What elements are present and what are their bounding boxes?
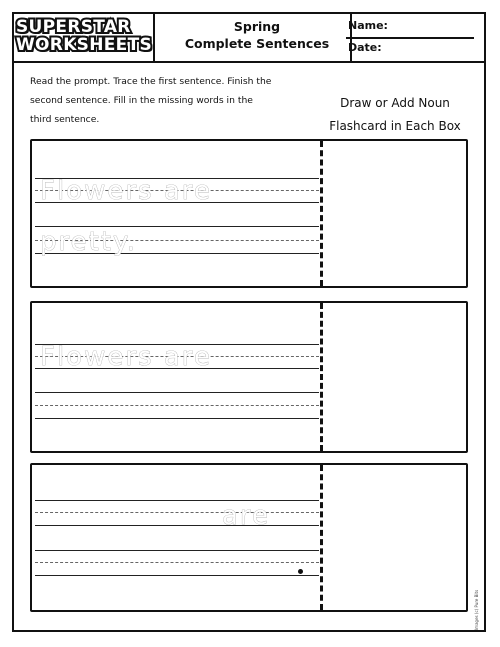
writing-line — [35, 550, 319, 551]
midline — [35, 405, 319, 406]
instructions-line-2: second sentence. Fill in the missing words in the — [30, 95, 253, 106]
box-divider — [320, 303, 323, 451]
instructions-text — [30, 72, 300, 129]
side-heading-line-1: Draw or Add Noun — [340, 96, 450, 110]
period-dot — [298, 569, 303, 574]
trace-sentence-2: Flowers are — [40, 342, 212, 372]
drawing-area-2[interactable] — [324, 304, 465, 450]
trace-sentence-1-end: pretty. — [40, 227, 137, 257]
baseline — [35, 575, 319, 576]
title-line-2: Complete Sentences — [184, 36, 330, 51]
name-label: Name: — [348, 19, 388, 32]
logo-line-2: WORKSHEETS — [16, 35, 153, 55]
header-divider — [153, 12, 155, 61]
name-field-line[interactable] — [346, 37, 474, 39]
midline — [35, 562, 319, 563]
superstar-worksheets-logo — [16, 18, 156, 58]
writing-line — [35, 392, 319, 393]
side-heading — [310, 92, 480, 138]
trace-sentence-1: Flowers are — [40, 176, 212, 206]
date-label: Date: — [348, 41, 382, 54]
side-heading-line-2: Flashcard in Each Box — [329, 119, 461, 133]
box-divider — [320, 465, 323, 610]
drawing-area-3[interactable] — [324, 466, 465, 609]
title-line-1: Spring — [233, 19, 281, 34]
instructions-line-1: Read the prompt. Trace the first sentence. Finish the — [30, 76, 272, 87]
logo-line-1: SUPERSTAR — [16, 17, 131, 37]
box-divider — [320, 141, 323, 286]
drawing-area-1[interactable] — [324, 142, 465, 285]
trace-word-are: are — [222, 501, 271, 531]
baseline — [35, 418, 319, 419]
worksheet-title — [162, 18, 352, 52]
midline — [35, 512, 319, 513]
instructions-line-3: third sentence. — [30, 114, 100, 125]
baseline — [35, 525, 319, 526]
image-credit: Images (c) Pure Bits — [474, 589, 479, 630]
writing-line — [35, 500, 319, 501]
